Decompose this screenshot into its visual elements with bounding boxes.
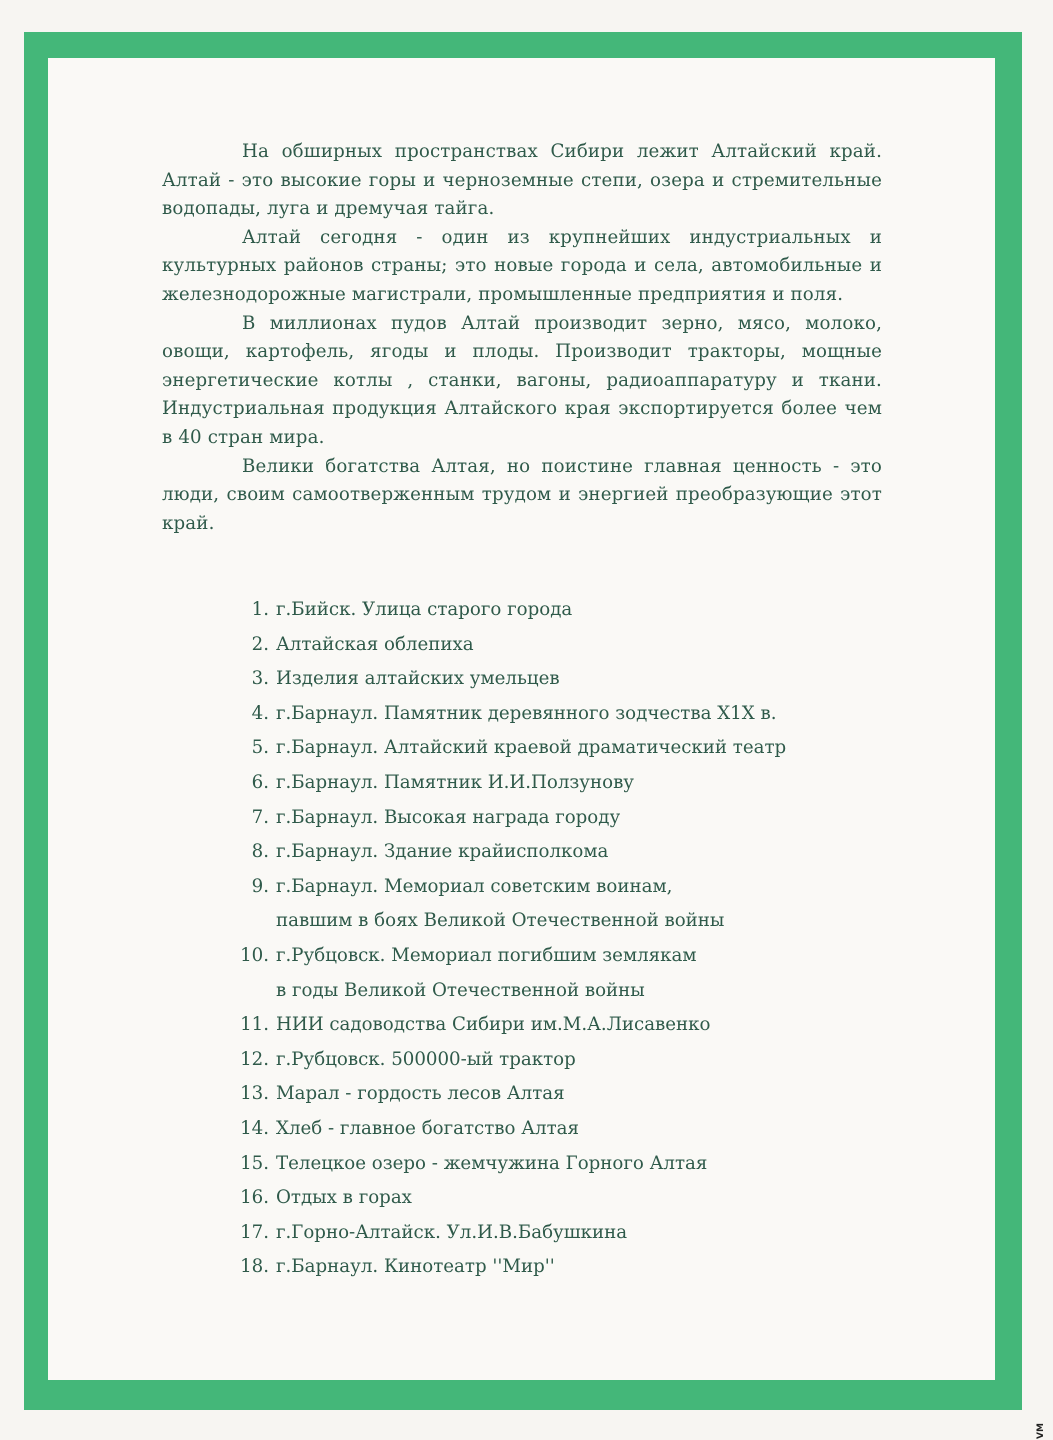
list-item [225,1216,865,1251]
item-number: 5. [251,737,269,759]
list-item [225,939,865,1008]
list-item [225,1008,865,1043]
item-number: 17. [240,1221,269,1243]
item-title: г.Барнаул. Высокая награда городу [276,806,621,828]
item-title: г.Барнаул. Здание крайисполкома [276,841,609,863]
intro-paragraph: Велики богатства Алтая, но поистине главная ценность - это люди, своим самоотверженным трудом и энергией преобразующие этот край. [162,455,882,534]
item-title: г.Барнаул. Алтайский краевой драматический театр [276,737,787,759]
item-number: 7. [251,806,269,828]
item-number: 12. [240,1048,269,1070]
item-title: г.Барнаул. Мемориал советским воинам, павшим в боях Великой Отечественной войны [276,875,725,932]
list-item [225,731,865,766]
list-item [225,1181,865,1216]
item-number: 10. [240,944,269,966]
item-title: Марал - гордость лесов Алтая [276,1083,565,1105]
item-title: Алтайская облепиха [276,633,474,655]
item-number: 2. [251,633,269,655]
list-item [225,662,865,697]
item-title: Отдых в горах [276,1187,412,1209]
item-number: 1. [251,599,269,620]
list-item [225,870,865,939]
item-number: 6. [251,771,269,793]
list-item [225,628,865,663]
list-item [225,1077,865,1112]
item-number: 18. [240,1256,269,1278]
list-item [225,1043,865,1078]
item-title: г.Барнаул. Памятник И.И.Ползунову [276,771,635,793]
item-title: Телецкое озеро - жемчужина Горного Алтая [276,1152,708,1174]
intro-paragraph: Алтай сегодня - один из крупнейших индустриальных и культурных районов страны; это новые города и села, автомобильные и железнодорожные магистрали, промышленные предприятия и поля. [162,226,882,305]
item-number: 3. [251,668,269,690]
item-number: 4. [251,702,269,724]
item-title: г.Бийск. Улица старого города [276,599,573,620]
contents-list [225,593,865,1285]
item-title: г.Горно-Алтайск. Ул.И.В.Бабушкина [276,1221,628,1243]
intro-paragraph: На обширных пространствах Сибири лежит Алтайский край. Алтай - это высокие горы и черноземные степи, озера и стремительные водопады, луга и дремучая тайга. [162,141,882,220]
item-number: 8. [251,841,269,863]
item-title: г.Барнаул. Памятник деревянного зодчества X1X в. [276,702,777,724]
item-number: 9. [251,875,269,897]
watermark: VM [1036,1423,1047,1439]
list-item [225,1112,865,1147]
item-title: Хлеб - главное богатство Алтая [276,1117,579,1139]
intro-paragraph: В миллионах пудов Алтай производит зерно, мясо, молоко, овощи, картофель, ягоды и плоды. Производит тракторы, мощные энергетические котлы , станки, вагоны, радиоаппаратуру и ткани. Индустриальная продукция Алтайского края экспортируется более чем в 40 стран мира. [162,312,882,448]
item-number: 16. [240,1187,269,1209]
list-item [225,835,865,870]
item-title: г.Барнаул. Кинотеатр ''Мир'' [276,1256,555,1278]
item-number: 14. [240,1117,269,1139]
list-item [225,801,865,836]
item-title: г.Рубцовск. Мемориал погибшим землякам в годы Великой Отечественной войны [276,944,697,1001]
item-number: 13. [240,1083,269,1105]
item-number: 15. [240,1152,269,1174]
item-title: г.Рубцовск. 500000-ый трактор [276,1048,576,1070]
item-number: 11. [240,1014,269,1036]
item-title: НИИ садоводства Сибири им.М.А.Лисавенко [276,1014,711,1036]
list-item [225,593,865,628]
list-item [225,1147,865,1182]
intro-text [162,138,882,538]
list-item [225,766,865,801]
list-item [225,697,865,732]
item-title: Изделия алтайских умельцев [276,668,560,690]
list-item [225,1250,865,1285]
